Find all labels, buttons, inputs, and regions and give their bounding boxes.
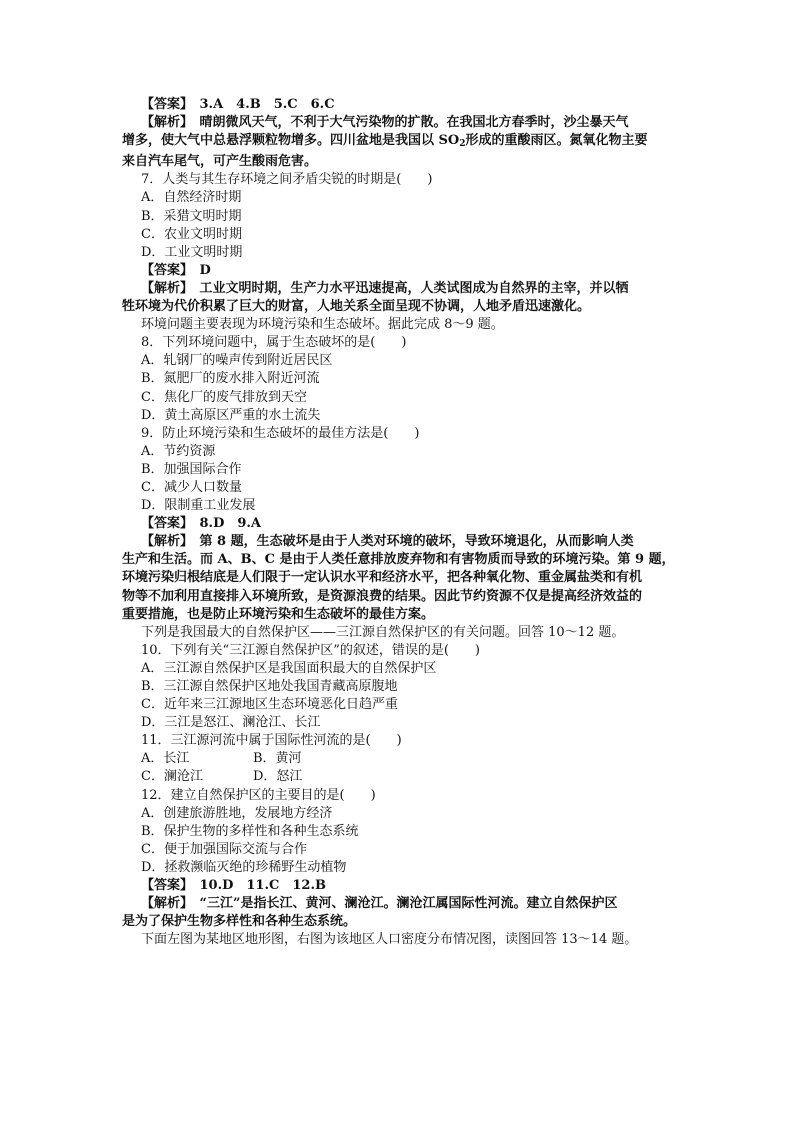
options-11-ab <box>141 750 653 768</box>
answer-line-7: 【答案】 D <box>141 262 211 278</box>
intro-8-9: 环境问题主要表现为环境污染和生态破坏。据此完成 8～9 题。 <box>141 317 504 333</box>
option-7d: D．工业文明时期 <box>141 244 243 260</box>
option-8d: D．黄土高原区严重的水土流失 <box>141 407 321 423</box>
explanation-line: 【解析】 “三江”是指长江、黄河、澜沧江。澜沧江属国际性河流。建立自然保护区 <box>141 896 618 912</box>
option-8c: C．焦化厂的废气排放到天空 <box>141 389 307 405</box>
explanation-line: 重要措施，也是防止环境污染和生态破坏的最佳方案。 <box>122 606 435 622</box>
option-11b: B．黄河 <box>253 751 302 767</box>
option-8a: A．轧钢厂的噪声传到附近居民区 <box>141 353 333 369</box>
option-7a: A．自然经济时期 <box>141 190 242 206</box>
option-9d: D．限制重工业发展 <box>141 498 256 514</box>
answer-line-3-6: 【答案】 3.A 4.B 5.C 6.C <box>141 97 335 112</box>
option-12d: D．拯救濒临灭绝的珍稀野生动植物 <box>141 859 347 875</box>
subscript-2: 2 <box>459 139 466 150</box>
option-12b: B．保护生物的多样性和各种生态系统 <box>141 823 359 839</box>
option-10c: C．近年来三江源地区生态环境恶化日趋严重 <box>141 697 398 713</box>
explanation-line: 来自汽车尾气，可产生酸雨危害。 <box>122 154 318 170</box>
question-12: 12．建立自然保护区的主要目的是( ) <box>141 787 376 803</box>
explanation-text: 增多，使大气中总悬浮颗粒物增多。四川盆地是我国以 SO <box>122 133 460 149</box>
option-9c: C．减少人口数量 <box>141 479 242 495</box>
explanation-line: 【解析】 第 8 题，生态破坏是由于人类对环境的破坏，导致环境退化，从而影响人类 <box>141 534 634 550</box>
option-10d: D．三江是怒江、澜沧江、长江 <box>141 715 321 731</box>
intro-13-14: 下面左图为某地区地形图，右图为该地区人口密度分布情况图，读图回答 13～14 题。 <box>141 932 638 948</box>
document-body <box>122 96 675 949</box>
option-12c: C．便于加强国际交流与合作 <box>141 841 307 857</box>
explanation-line: 牲环境为代价积累了巨大的财富，人地关系全面呈现不协调，人地矛盾迅速激化。 <box>122 299 591 315</box>
explanation-line: 环境污染归根结底是人们限于一定认识水平和经济水平，把各种氧化物、重金属盐类和有机 <box>122 570 643 586</box>
options-11-cd <box>141 768 653 786</box>
question-9: 9．防止环境污染和生态破坏的最佳方法是( ) <box>141 425 420 441</box>
answer-line-10-12: 【答案】 10.D 11.C 12.B <box>141 878 326 894</box>
intro-10-12: 下列是我国最大的自然保护区——三江源自然保护区的有关问题。回答 10～12 题。 <box>141 624 625 640</box>
explanation-line: 生产和生活。而 A、B、C 是由于人类任意排放废弃物和有害物质而导致的环境污染。第 9 题， <box>122 552 675 568</box>
option-9a: A．节约资源 <box>141 443 216 459</box>
option-11d: D．怒江 <box>253 769 303 785</box>
question-7: 7．人类与其生存环境之间矛盾尖锐的时期是( ) <box>141 172 433 188</box>
explanation-line <box>122 132 653 153</box>
option-10b: B．三江源自然保护区地处我国青藏高原腹地 <box>141 679 398 694</box>
explanation-line: 【解析】 工业文明时期，生产力水平迅速提高，人类试图成为自然界的主宰，并以牺 <box>141 280 629 296</box>
option-12a: A．创建旅游胜地，发展地方经济 <box>141 805 333 821</box>
question-8: 8．下列环境问题中，属于生态破坏的是( ) <box>141 335 407 351</box>
option-11a: A．长江 <box>141 751 190 767</box>
option-7b: B．采猎文明时期 <box>141 208 242 224</box>
option-11c: C．澜沧江 <box>141 769 203 785</box>
option-9b: B．加强国际合作 <box>141 461 242 477</box>
explanation-line: 【解析】 晴朗微风天气，不利于大气污染物的扩散。在我国北方春季时，沙尘暴天气 <box>141 115 629 131</box>
option-8b: B．氮肥厂的废水排入附近河流 <box>141 371 320 387</box>
explanation-line: 是为了保护生物多样性和各种生态系统。 <box>122 914 357 930</box>
answer-line-8-9: 【答案】 8.D 9.A <box>141 516 262 532</box>
question-11: 11．三江源河流中属于国际性河流的是( ) <box>141 733 402 749</box>
option-10a: A．三江源自然保护区是我国面积最大的自然保护区 <box>141 660 437 676</box>
option-7c: C．农业文明时期 <box>141 226 242 242</box>
explanation-line: 物等不加利用直接排入环境所致，是资源浪费的结果。因此节约资源不仅是提高经济效益的 <box>122 588 643 604</box>
question-10: 10．下列有关“三江源自然保护区”的叙述，错误的是( ) <box>141 642 480 658</box>
explanation-text: 形成的重酸雨区。氮氧化物主要 <box>465 133 648 149</box>
